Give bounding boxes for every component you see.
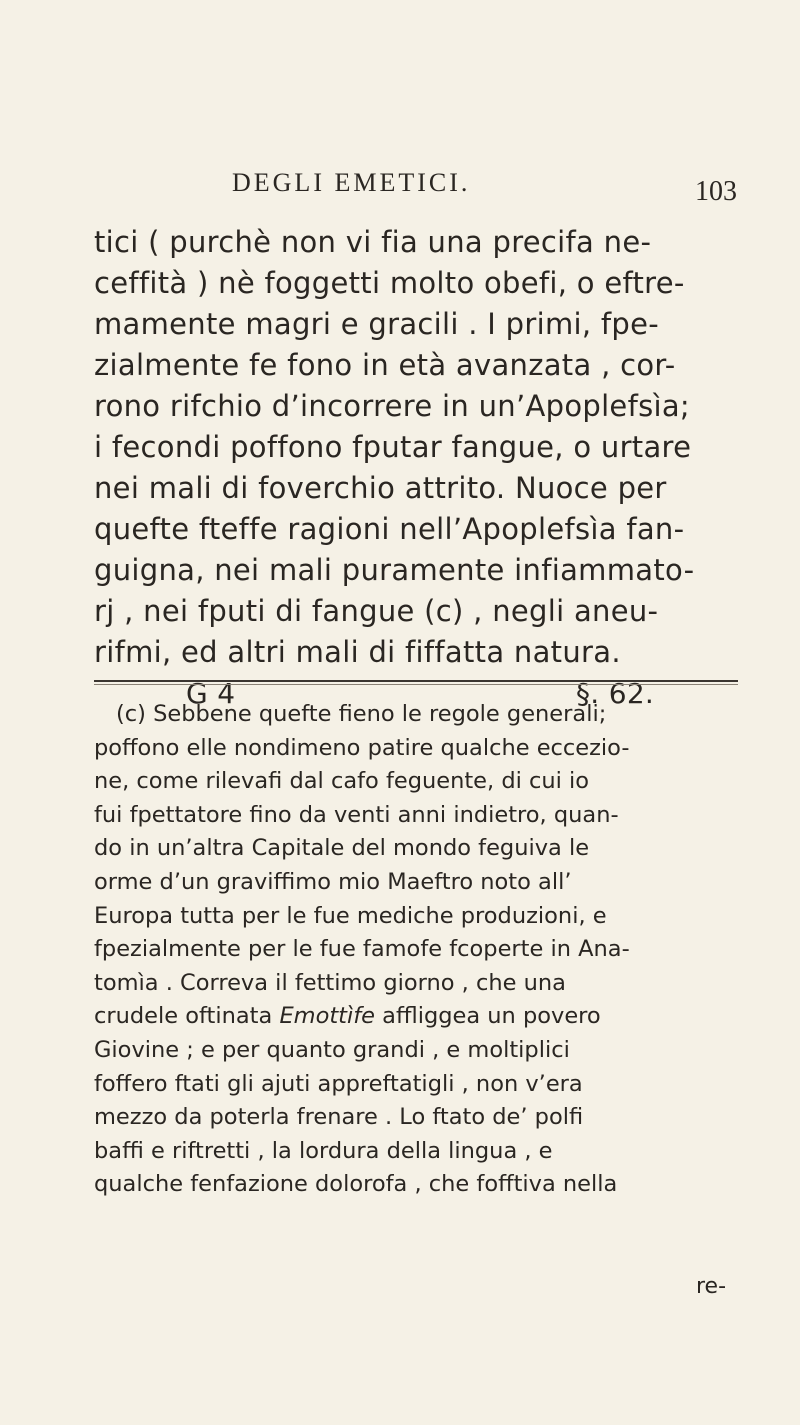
footnote-line: ne, come rilevafi dal cafo feguente, di cui io (94, 768, 590, 795)
text-line: rj , nei fputi di fangue (c) , negli aneu- (94, 594, 659, 628)
signature-mark: G 4 (186, 677, 236, 710)
footnote-line (94, 1000, 734, 1034)
footnote-rule (94, 680, 738, 682)
text-line: ceffità ) nè foggetti molto obefi, o eftre- (94, 266, 685, 300)
footnote-line: fpezialmente per le fue famofe fcoperte in Ana- (94, 936, 630, 963)
text-line: rono rifchio d’incorrere in un’Apoplefsìa; (94, 389, 690, 423)
text-line: guigna, nei mali puramente infiammato- (94, 553, 695, 587)
text-line: zialmente fe fono in età avanzata , cor- (94, 348, 676, 382)
footnote-text-segment: affliggea un povero (382, 1003, 601, 1030)
footnote-line: foffero ftati gli ajuti appreftatigli , non v’era (94, 1070, 583, 1097)
running-title: DEGLI EMETICI. (232, 168, 471, 197)
text-line: tici ( purchè non vi fia una precifa ne- (94, 225, 652, 259)
text-line: quefte fteffe ragioni nell’Apoplefsìa fan- (94, 512, 685, 546)
footnote-line: Giovine ; e per quanto grandi , e moltiplici (94, 1036, 570, 1063)
footnote-line: Europa tutta per le fue mediche produzioni, e (94, 902, 607, 929)
running-head (0, 168, 800, 208)
page-number: 103 (695, 176, 737, 207)
text-line: rifmi, ed altri mali di fiffatta natura. (94, 635, 621, 669)
footnote-line: baffi e riftretti , la lordura della lingua , e (94, 1137, 553, 1164)
text-line: nei mali di foverchio attrito. Nuoce per (94, 471, 667, 505)
footnote-line: qualche fenfazione dolorofa , che fofftiva nella (94, 1171, 618, 1198)
section-catchword: §. 62. (576, 677, 655, 710)
footnote-line: mezzo da poterla frenare . Lo ftato de’ polfi (94, 1104, 584, 1131)
footnote-line: fui fpettatore fino da venti anni indietro, quan- (94, 801, 619, 828)
text-line: i fecondi poffono fputar fangue, o urtare (94, 430, 692, 464)
footnote-text-segment: crudele oftinata (94, 1003, 273, 1030)
footnote-line: orme d’un graviffimo mio Maeftro noto all’ (94, 868, 572, 895)
main-text (94, 222, 734, 714)
footnote-line: (c) Sebbene quefte fieno le regole generali; (116, 701, 607, 727)
italic-term: Emottìfe (279, 1003, 375, 1030)
page-catchword: re- (696, 1274, 727, 1299)
footnote (94, 698, 734, 1202)
text-line: mamente magri e gracili . I primi, fpe- (94, 307, 660, 341)
footnote-rule-secondary (94, 684, 738, 685)
footnote-line: tomìa . Correva il fettimo giorno , che una (94, 969, 566, 996)
footnote-line: poffono elle nondimeno patire qualche eccezio- (94, 734, 630, 761)
footnote-line: do in un’altra Capitale del mondo feguiva le (94, 835, 590, 862)
